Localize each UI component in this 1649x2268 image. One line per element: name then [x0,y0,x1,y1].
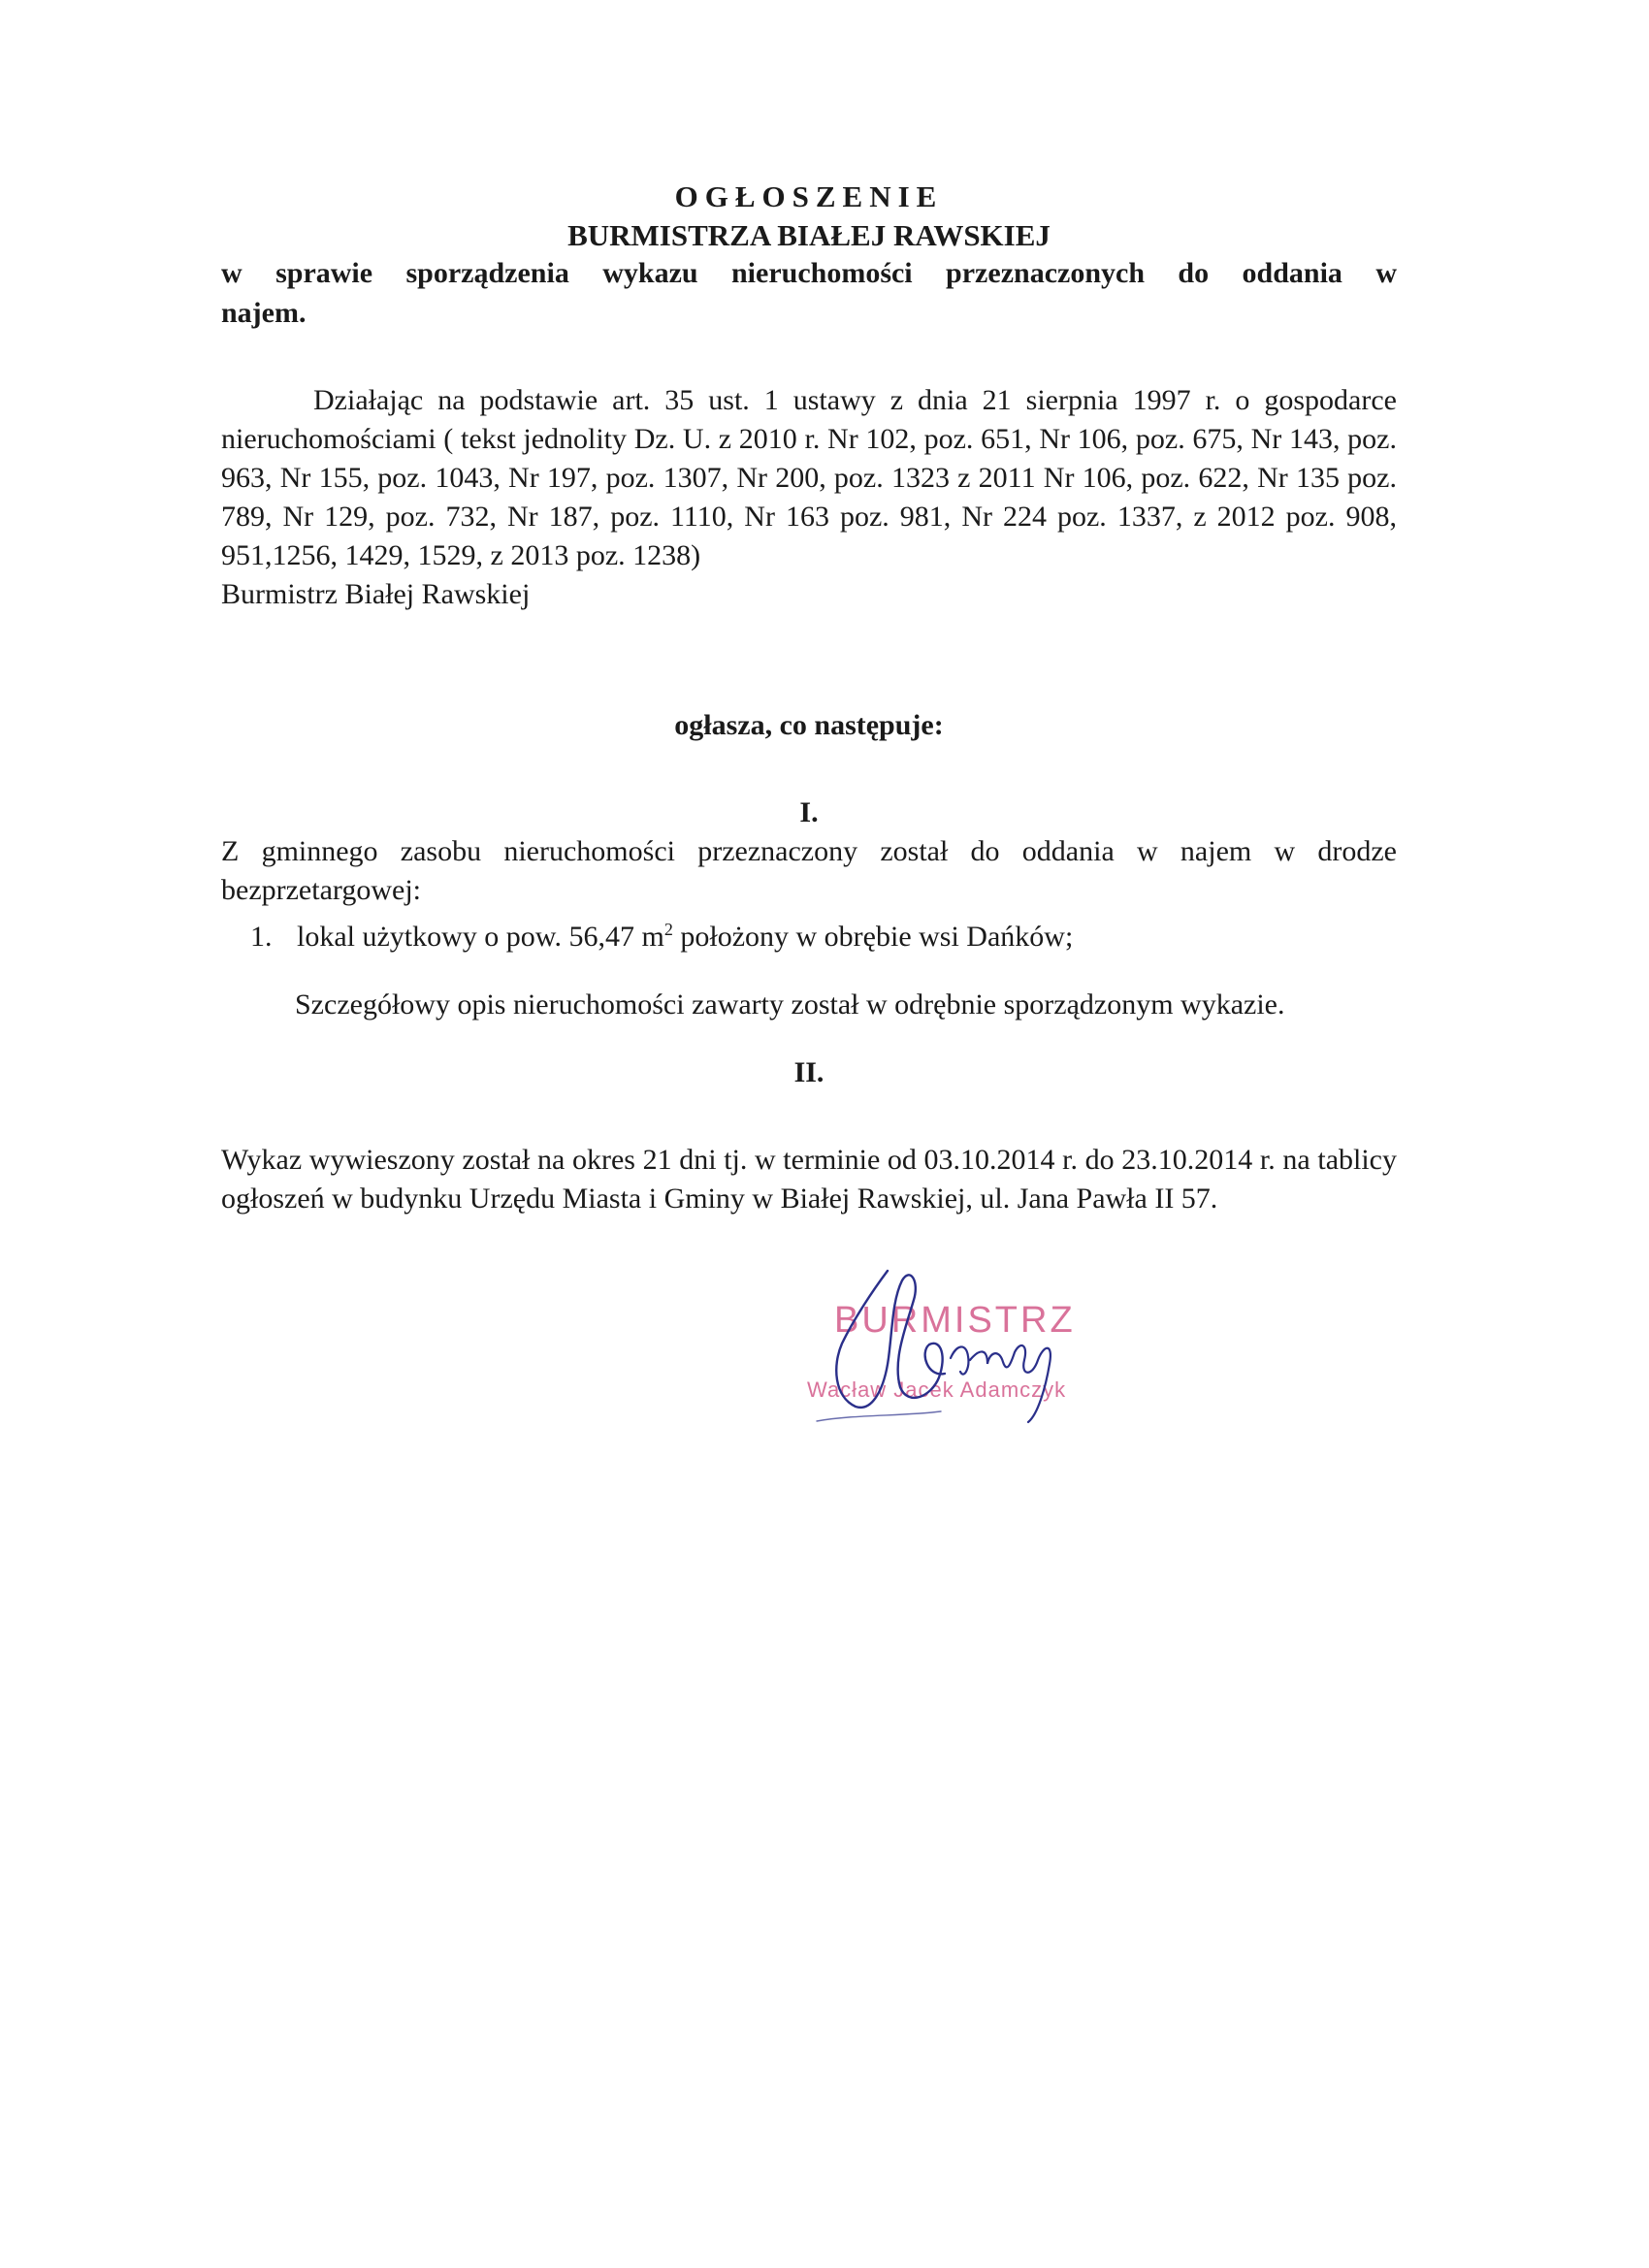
section-2-text: Wykaz wywieszony został na okres 21 dni tj. w terminie od 03.10.2014 r. do 23.10.2014 r. na tablicy ogłoszeń w budynku Urzędu Miasta i Gminy w Białej Rawskiej, ul. Jana Pawła II 57. [221,1144,1397,1215]
list-item-number: 1. [250,921,273,953]
authority-line: Burmistrz Białej Rawskiej [221,578,531,610]
property-list [221,910,1397,956]
list-item-superscript: 2 [663,920,673,939]
document-issuer: BURMISTRZA BIAŁEJ RAWSKIEJ [567,218,1051,252]
spacer [221,614,1397,706]
detail-note: Szczegółowy opis nieruchomości zawarty został w odrębnie sporządzonym wykazie. [295,988,1285,1021]
spacer [221,745,1397,794]
document-title: OGŁOSZENIE [674,179,944,213]
document-subject: w sprawie sporządzenia wykazu nieruchomości przeznaczonych do oddania w najem. [221,257,1397,329]
handwritten-signature [795,1251,1106,1436]
spacer [221,1092,1397,1141]
section-1-numeral: I. [799,796,819,828]
spacer [221,333,1397,381]
legal-basis-paragraph: Działając na podstawie art. 35 ust. 1 ustawy z dnia 21 sierpnia 1997 r. o gospodarce nieruchomościami ( tekst jednolity Dz. U. z 2010 r. Nr 102, poz. 651, Nr 106, poz. 675, Nr 143, poz. 963, Nr 155, poz. 1043, Nr 197, poz. 1307, Nr 200, poz. 1323 z 2011 Nr 106, poz. 622, Nr 135 poz. 789, Nr 129, poz. 732, Nr 187, poz. 1110, Nr 163 poz. 981, Nr 224 poz. 1337, z 2012 poz. 908, 951,1256, 1429, 1529, z 2013 poz. 1238) [221,384,1397,571]
official-stamp [795,1251,1106,1436]
list-item-text: lokal użytkowy o pow. 56,47 m [297,921,664,953]
list-item-text-end: położony w obrębie wsi Dańków; [672,921,1074,953]
stamp-title: BURMISTRZ [834,1300,1076,1341]
spacer [221,1024,1397,1053]
document-content [221,179,1397,1218]
stamp-name: Wacław Jacek Adamczyk [807,1377,1067,1402]
announces-heading: ogłasza, co następuje: [674,709,944,741]
spacer [221,956,1397,986]
list-item [221,910,1397,956]
section-1-text: Z gminnego zasobu nieruchomości przeznaczony został do oddania w najem w drodze bezprzetargowej: [221,835,1397,906]
section-2-numeral: II. [793,1056,824,1088]
